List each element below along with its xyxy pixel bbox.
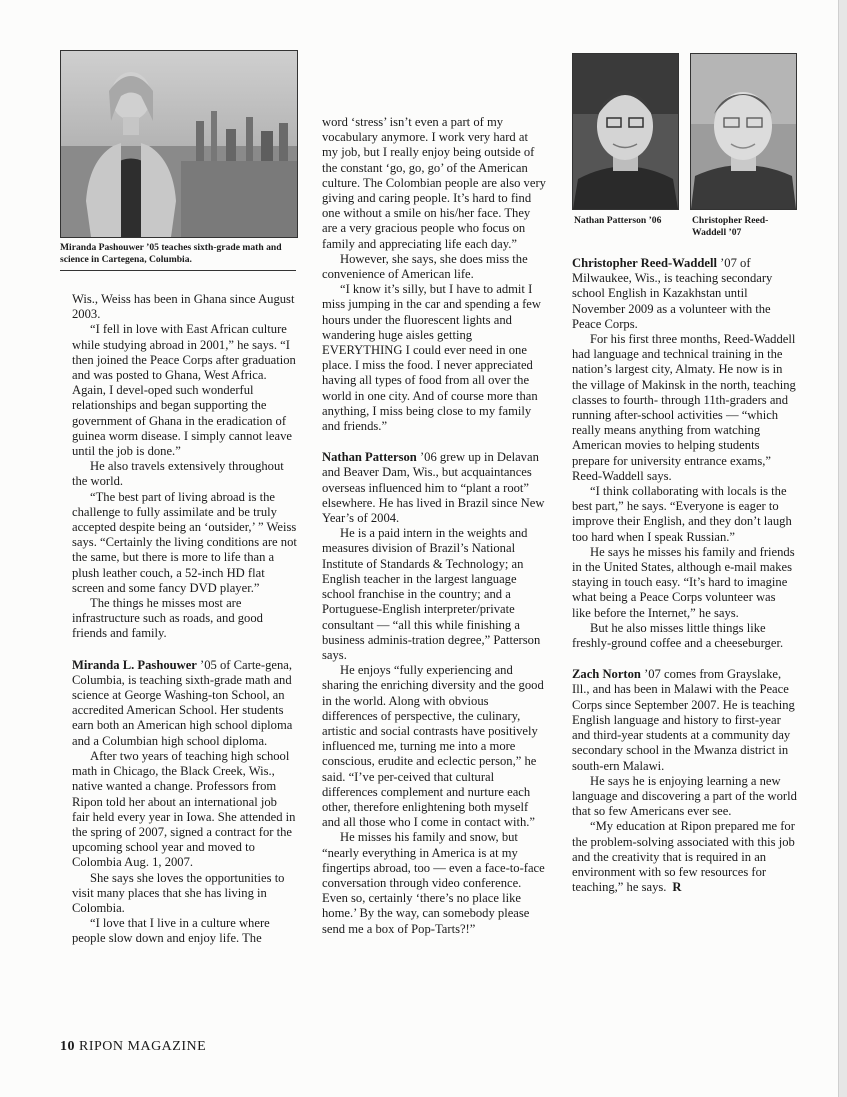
col3-paragraph-2: For his first three months, Reed-Waddell had language and technical training in the nation’s largest city, Almaty. He now is in the village of Makinsk in the north, teaching classes to fourth- through 11th-graders and running after-school activities — “which really means anything from watching American movies to helping students prepare for university entrance exams,” Reed-Waddell says. [572, 332, 796, 483]
col3-paragraph-8 [572, 819, 797, 895]
col2-paragraph-1: word ‘stress’ isn’t even a part of my vocabulary anymore. I work very hard at my job, but I really enjoy being outside of the constant ‘go, go, go’ of the American culture. The Colombian people are also very giving and caring people. It’s hard to find one without a smile on his/her face. They are a very gracious people who focus on family and appreciating life each day.” [322, 115, 546, 251]
page-number: 10 [60, 1039, 75, 1054]
col3-paragraph-7: He says he is enjoying learning a new language and discovering a part of the world that so few Americans ever see. [572, 773, 797, 819]
col3-paragraph-4: He says he misses his family and friends in the United States, although e-mail makes staying in touch easy. “It’s hard to imagine what being a Peace Corps volunteer was like before the Internet,” he says. [572, 544, 795, 620]
col1-paragraph-7: After two years of teaching high school math in Chicago, the Black Creek, Wis., native wanted a change. Professors from Ripon told her about an international job fair held every year in Iowa. She attended in the spring of 2007, signed a contract for the upcoming school year and moved to Colombia Aug. 1, 2007. [72, 748, 296, 870]
col2-paragraph-4-text: ’06 grew up in Delavan and Beaver Dam, Wis., but acquaintances overseas influenced him to “plant a root” elsewhere. He has lived in Brazil since New Year’s of 2004. [322, 450, 545, 526]
col3-paragraph-5: But he also misses little things like freshly-ground coffee and a cheeseburger. [572, 620, 784, 651]
end-mark: R [672, 880, 682, 895]
christopher-photo-image [691, 54, 796, 209]
page-footer [60, 1039, 206, 1055]
nathan-photo [572, 53, 679, 210]
col3-paragraph-1 [572, 256, 797, 332]
col2-paragraph-2: However, she says, she does miss the convenience of American life. [322, 251, 528, 282]
col1-paragraph-5: The things he misses most are infrastructure such as roads, and good friends and family. [72, 596, 263, 641]
miranda-caption: Miranda Pashouwer ’05 teaches sixth-grade math and science in Cartegena, Columbia. [60, 242, 282, 265]
col1-paragraph-6-text: ’05 of Carte-gena, Columbia, is teaching sixth-grade math and science at George Washing-ton School, an accredited American School. Her students earn both an American high school diploma and a Columbian high school diploma. [72, 657, 293, 748]
column-1 [72, 292, 297, 947]
col1-paragraph-9: “I love that I live in a culture where people slow down and enjoy life. The [72, 916, 270, 946]
col3-paragraph-3: “I think collaborating with locals is the best part,” he says. “Everyone is eager to improve their English, and they don’t laugh too hard when I speak Russian.” [572, 484, 792, 544]
profile-name-miranda: Miranda L. Pashouwer [72, 657, 197, 672]
col2-paragraph-5: He is a paid intern in the weights and measures division of Brazil’s National Institute of Standards & Technology; an English teacher in the largest language school franchise in the country; and a Portuguese-English interpreter/private consultant — “all this while finishing a business adminis-tration degree,” Patterson says. [322, 526, 541, 662]
profile-name-christopher: Christopher Reed-Waddell [572, 256, 717, 270]
col1-paragraph-2: “I fell in love with East African culture while studying abroad in 2001,” he says. “I then joined the Peace Corps after graduation and was posted to Ghana, West Africa. Again, I devel-oped such wonderful relationships and began supporting the government of Ghana in the eradication of guinea worm disease. I simply cannot leave until the job is done.” [72, 322, 296, 459]
profile-name-nathan: Nathan Patterson [322, 450, 417, 465]
col2-paragraph-3: “I know it’s silly, but I have to admit I miss jumping in the car and spending a few hours under the fluorescent lights and wandering huge aisles getting EVERYTHING I could ever need in one place. I miss the food. I never appreciated having all types of food from all over the world in one city. And of course more than anything, I miss being close to my family and friends.” [322, 282, 541, 434]
nathan-photo-image [573, 54, 678, 209]
col3-paragraph-6-text: ’07 comes from Grayslake, Ill., and has been in Malawi with the Peace Corps since September 2007. He is teaching English language and history to first-year and third-year students at a community day secondary school in the Mwanza district in south-ern Malawi. [572, 667, 795, 773]
column-3 [572, 256, 797, 895]
col2-paragraph-4 [322, 450, 547, 526]
nathan-caption: Nathan Patterson ’06 [574, 215, 662, 226]
col1-paragraph-8: She says she loves the opportunities to visit many places that she has living in Colombia. [72, 870, 285, 915]
column-2 [322, 115, 547, 937]
col3-paragraph-1-text: ’07 of Milwaukee, Wis., is teaching secondary school English in Kazakhstan until November 2009 as a volunteer with the Peace Corps. [572, 256, 773, 331]
miranda-photo-image [61, 51, 297, 237]
col3-paragraph-8-text: “My education at Ripon prepared me for the problem-solving associated with this job and the creativity that is required in an environment with so few resources for teaching,” he says. [572, 819, 795, 895]
christopher-caption: Christopher Reed-Waddell ’07 [692, 215, 769, 238]
miranda-photo [60, 50, 298, 238]
col1-paragraph-1: Wis., Weiss has been in Ghana since August 2003. [72, 292, 295, 322]
christopher-photo [690, 53, 797, 210]
magazine-name: RIPON MAGAZINE [79, 1039, 207, 1054]
col2-paragraph-7: He misses his family and snow, but “nearly everything in America is at my fingertips abroad, too — even a face-to-face conversation through video conference. Even so, certainly ‘there’s no place like home.’ By the way, can somebody please send me a box of Pop-Tarts?!” [322, 830, 545, 936]
page-edge [838, 0, 847, 1097]
caption-rule [60, 270, 296, 271]
col1-paragraph-6 [72, 658, 297, 749]
col3-paragraph-6 [572, 667, 797, 773]
col1-paragraph-3: He also travels extensively throughout the world. [72, 459, 284, 489]
profile-name-zach: Zach Norton [572, 667, 641, 682]
col2-paragraph-6: He enjoys “fully experiencing and sharing the enriching diversity and the good in the world. Along with obvious differences of perspective, the culinary, artistic and social contrasts have positively influenced me, turning me into a more conscious, erudite and eclectic person,” he said. “I’ve per-ceived that cultural differences complement and nurture each other, therefore enlightening both myself and all those who I come in contact with.” [322, 663, 544, 830]
col1-paragraph-4: “The best part of living abroad is the challenge to fully assimilate and be truly accepted despite being an ‘outsider,’ ” Weiss says. “Certainly the living conditions are not the same, but there is more to life than a plush leather couch, a 52-inch HD flat screen and some fancy DVD player.” [72, 489, 297, 595]
